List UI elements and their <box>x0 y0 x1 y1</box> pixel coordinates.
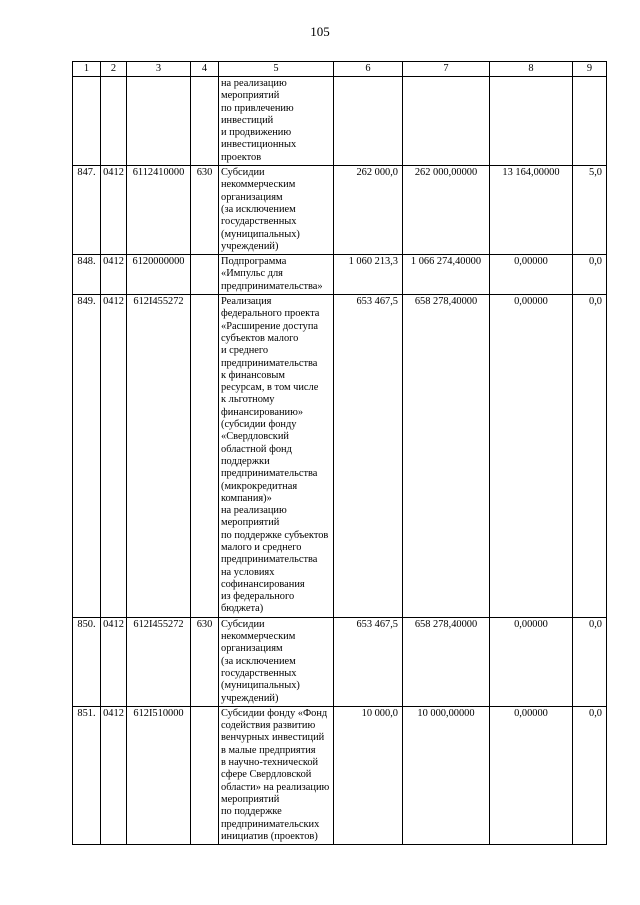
description-line: инвестиций <box>221 114 274 126</box>
description-line: софинансирования <box>221 578 305 590</box>
amount-col7-cell <box>403 77 490 166</box>
budget-table <box>72 61 607 845</box>
description-line: и продвижению <box>221 127 292 139</box>
description-cell <box>219 77 334 166</box>
section-code-cell: 0412 <box>101 706 127 844</box>
description-line: на реализацию <box>221 505 287 517</box>
description-line: на условиях <box>221 566 275 578</box>
expense-type-cell <box>191 255 219 295</box>
description-line: (за исключением <box>221 655 296 667</box>
description-cell <box>219 706 334 844</box>
description-line: в научно-технической <box>221 757 319 769</box>
description-line: бюджета) <box>221 603 264 615</box>
amount-col9-cell: 0,0 <box>573 295 607 618</box>
target-code-cell: 6112410000 <box>127 166 191 255</box>
description-line: поддержки <box>221 455 270 467</box>
description-line: в малые предприятия <box>221 744 316 756</box>
description-line: к льготному <box>221 394 275 406</box>
description-line: финансированию» <box>221 406 304 418</box>
description-line: Субсидии фонду «Фонд <box>221 707 328 719</box>
column-header: 6 <box>334 62 403 77</box>
amount-col6-cell: 10 000,0 <box>334 706 403 844</box>
row-number-cell <box>73 77 101 166</box>
row-number-cell: 851. <box>73 706 101 844</box>
description-line: (за исключением <box>221 203 296 215</box>
amount-col6-cell: 653 467,5 <box>334 617 403 706</box>
table-row <box>73 617 607 706</box>
description-cell <box>219 255 334 295</box>
description-line: государственных <box>221 667 297 679</box>
description-line: мероприятий <box>221 90 280 102</box>
description-line: (микрокредитная <box>221 480 298 492</box>
column-header: 9 <box>573 62 607 77</box>
description-line: инвестиционных <box>221 139 297 151</box>
amount-col8-cell: 0,00000 <box>490 295 573 618</box>
table-row <box>73 77 607 166</box>
page-number: 105 <box>310 24 330 39</box>
description-line: венчурных инвестиций <box>221 732 325 744</box>
column-header: 1 <box>73 62 101 77</box>
description-cell <box>219 166 334 255</box>
amount-col6-cell: 653 467,5 <box>334 295 403 618</box>
description-line: к финансовым <box>221 369 285 381</box>
description-line: сфере Свердловской <box>221 769 312 781</box>
description-line: по поддержке <box>221 806 282 818</box>
description-line: организациям <box>221 643 283 655</box>
description-line: некоммерческим <box>221 179 296 191</box>
amount-col7-cell: 658 278,40000 <box>403 295 490 618</box>
amount-col8-cell: 0,00000 <box>490 617 573 706</box>
description-line: «Свердловский <box>221 431 289 443</box>
amount-col8-cell <box>490 77 573 166</box>
description-line: Реализация <box>221 296 272 308</box>
description-cell <box>219 617 334 706</box>
table-body <box>73 77 607 845</box>
amount-col7-cell: 658 278,40000 <box>403 617 490 706</box>
description-line: мероприятий <box>221 793 280 805</box>
section-code-cell: 0412 <box>101 166 127 255</box>
section-code-cell: 0412 <box>101 295 127 618</box>
description-line: предпринимательских <box>221 818 320 830</box>
column-header: 3 <box>127 62 191 77</box>
description-line: Подпрограмма <box>221 256 287 268</box>
description-line: из федерального <box>221 591 295 603</box>
description-line: инициатив (проектов) <box>221 830 318 842</box>
column-header: 2 <box>101 62 127 77</box>
amount-col6-cell: 262 000,0 <box>334 166 403 255</box>
target-code-cell <box>127 77 191 166</box>
amount-col7-cell: 10 000,00000 <box>403 706 490 844</box>
description-line: «Расширение доступа <box>221 320 319 332</box>
expense-type-cell <box>191 77 219 166</box>
amount-col9-cell <box>573 77 607 166</box>
description-cell <box>219 295 334 618</box>
amount-col7-cell: 1 066 274,40000 <box>403 255 490 295</box>
row-number-cell: 849. <box>73 295 101 618</box>
description-line: по поддержке субъектов <box>221 529 329 541</box>
description-line: проектов <box>221 151 262 163</box>
amount-col9-cell: 5,0 <box>573 166 607 255</box>
amount-col8-cell: 13 164,00000 <box>490 166 573 255</box>
description-line: области» на реализацию <box>221 781 330 793</box>
amount-col7-cell: 262 000,00000 <box>403 166 490 255</box>
amount-col6-cell: 1 060 213,3 <box>334 255 403 295</box>
amount-col9-cell: 0,0 <box>573 255 607 295</box>
table-row <box>73 255 607 295</box>
description-line: мероприятий <box>221 517 280 529</box>
expense-type-cell <box>191 295 219 618</box>
expense-type-cell: 630 <box>191 166 219 255</box>
description-line: (субсидии фонду <box>221 419 297 431</box>
section-code-cell <box>101 77 127 166</box>
target-code-cell: 6120000000 <box>127 255 191 295</box>
description-line: организациям <box>221 191 283 203</box>
description-line: по привлечению <box>221 102 294 114</box>
target-code-cell: 612I510000 <box>127 706 191 844</box>
description-line: учреждений) <box>221 692 279 704</box>
description-line: на реализацию <box>221 78 287 89</box>
description-line: (муниципальных) <box>221 228 300 240</box>
section-code-cell: 0412 <box>101 255 127 295</box>
column-header: 8 <box>490 62 573 77</box>
description-line: некоммерческим <box>221 631 296 643</box>
description-line: предпринимательства <box>221 554 318 566</box>
table-row <box>73 706 607 844</box>
description-line: субъектов малого <box>221 332 299 344</box>
description-line: областной фонд <box>221 443 292 455</box>
target-code-cell: 612I455272 <box>127 295 191 618</box>
row-number-cell: 850. <box>73 617 101 706</box>
section-code-cell: 0412 <box>101 617 127 706</box>
target-code-cell: 612I455272 <box>127 617 191 706</box>
column-header: 5 <box>219 62 334 77</box>
column-header: 7 <box>403 62 490 77</box>
row-number-cell: 847. <box>73 166 101 255</box>
row-number-cell: 848. <box>73 255 101 295</box>
column-header: 4 <box>191 62 219 77</box>
expense-type-cell: 630 <box>191 617 219 706</box>
description-line: Субсидии <box>221 167 265 179</box>
description-line: предпринимательства» <box>221 280 323 292</box>
table-row <box>73 166 607 255</box>
amount-col9-cell: 0,0 <box>573 617 607 706</box>
description-line: и среднего <box>221 345 269 357</box>
amount-col6-cell <box>334 77 403 166</box>
description-line: ресурсам, в том числе <box>221 382 319 394</box>
description-line: государственных <box>221 216 297 228</box>
expense-type-cell <box>191 706 219 844</box>
header-row <box>73 62 607 77</box>
description-line: предпринимательства <box>221 357 318 369</box>
description-line: компания)» <box>221 492 272 504</box>
description-line: федерального проекта <box>221 308 320 320</box>
table-row <box>73 295 607 618</box>
amount-col8-cell: 0,00000 <box>490 255 573 295</box>
description-line: малого и среднего <box>221 541 302 553</box>
description-line: «Импульс для <box>221 268 283 280</box>
description-line: Субсидии <box>221 618 265 630</box>
description-line: (муниципальных) <box>221 680 300 692</box>
amount-col9-cell: 0,0 <box>573 706 607 844</box>
description-line: содействия развитию <box>221 720 316 732</box>
description-line: учреждений) <box>221 240 279 252</box>
amount-col8-cell: 0,00000 <box>490 706 573 844</box>
description-line: предпринимательства <box>221 468 318 480</box>
